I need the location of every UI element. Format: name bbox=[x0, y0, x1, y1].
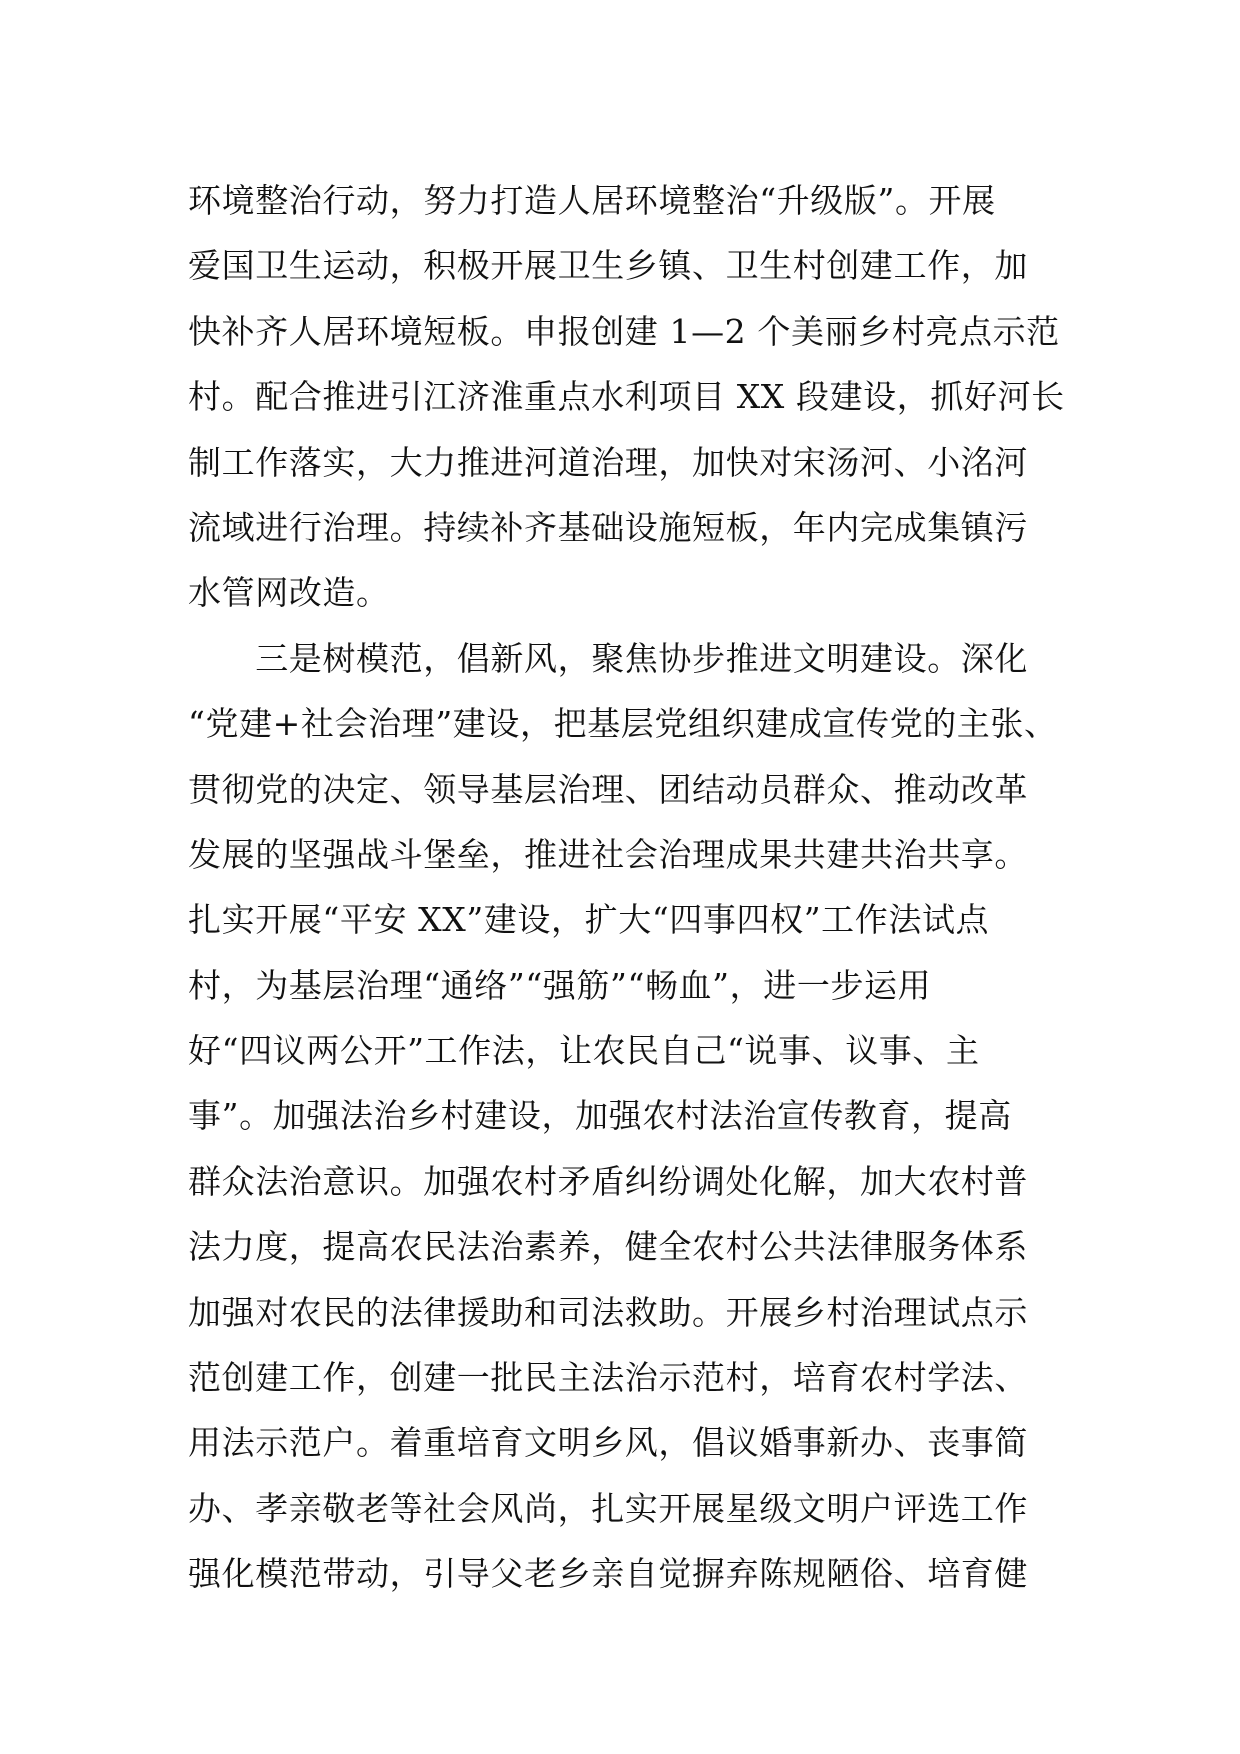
text-line: 村，为基层治理“通络”“强筋”“畅血”，进一步运用 bbox=[188, 965, 932, 1005]
text-line: 办、孝亲敬老等社会风尚，扎实开展星级文明户评选工作 bbox=[188, 1488, 1028, 1528]
text-line: 环境整治行动，努力打造人居环境整治“升级版”。开展 bbox=[188, 181, 996, 220]
text-line: 扎实开展“平安 XX”建设，扩大“四事四权”工作法试点 bbox=[188, 900, 990, 940]
text-line: 好“四议两公开”工作法，让农民自己“说事、议事、主 bbox=[188, 1031, 980, 1071]
text-line: 事”。加强法治乡村建设，加强农村法治宣传教育，提高 bbox=[188, 1096, 1012, 1136]
text-line: 用法示范户。着重培育文明乡风，倡议婚事新办、丧事简 bbox=[188, 1423, 1028, 1463]
text-line: 群众法治意识。加强农村矛盾纠纷调处化解，加大农村普 bbox=[188, 1161, 1028, 1201]
text-line: 爱国卫生运动，积极开展卫生乡镇、卫生村创建工作，加 bbox=[188, 246, 1028, 286]
text-line: 水管网改造。 bbox=[188, 573, 390, 613]
text-line: 快补齐人居环境短板。申报创建 1—2 个美丽乡村亮点示范 bbox=[188, 311, 1060, 351]
text-line: 法力度，提高农民法治素养，健全农村公共法律服务体系 bbox=[188, 1227, 1028, 1267]
document-body bbox=[188, 168, 1068, 1607]
text-line: “党建+社会治理”建设，把基层党组织建成宣传党的主张、 bbox=[188, 704, 1058, 744]
text-line: 强化模范带动，引导父老乡亲自觉摒弃陈规陋俗、培育健 bbox=[188, 1554, 1028, 1594]
text-line: 加强对农民的法律援助和司法救助。开展乡村治理试点示 bbox=[188, 1292, 1028, 1332]
text-line: 村。配合推进引江济淮重点水利项目 XX 段建设，抓好河长 bbox=[188, 377, 1065, 417]
paragraph-start-line: 三是树模范，倡新风，聚焦协步推进文明建设。深化 bbox=[188, 638, 1028, 678]
text-line: 范创建工作，创建一批民主法治示范村，培育农村学法、 bbox=[188, 1358, 1028, 1398]
text-line: 流域进行治理。持续补齐基础设施短板，年内完成集镇污 bbox=[188, 507, 1028, 547]
text-line: 发展的坚强战斗堡垒，推进社会治理成果共建共治共享。 bbox=[188, 834, 1028, 874]
text-line: 制工作落实，大力推进河道治理，加快对宋汤河、小洺河 bbox=[188, 442, 1028, 482]
text-line: 贯彻党的决定、领导基层治理、团结动员群众、推动改革 bbox=[188, 769, 1028, 809]
